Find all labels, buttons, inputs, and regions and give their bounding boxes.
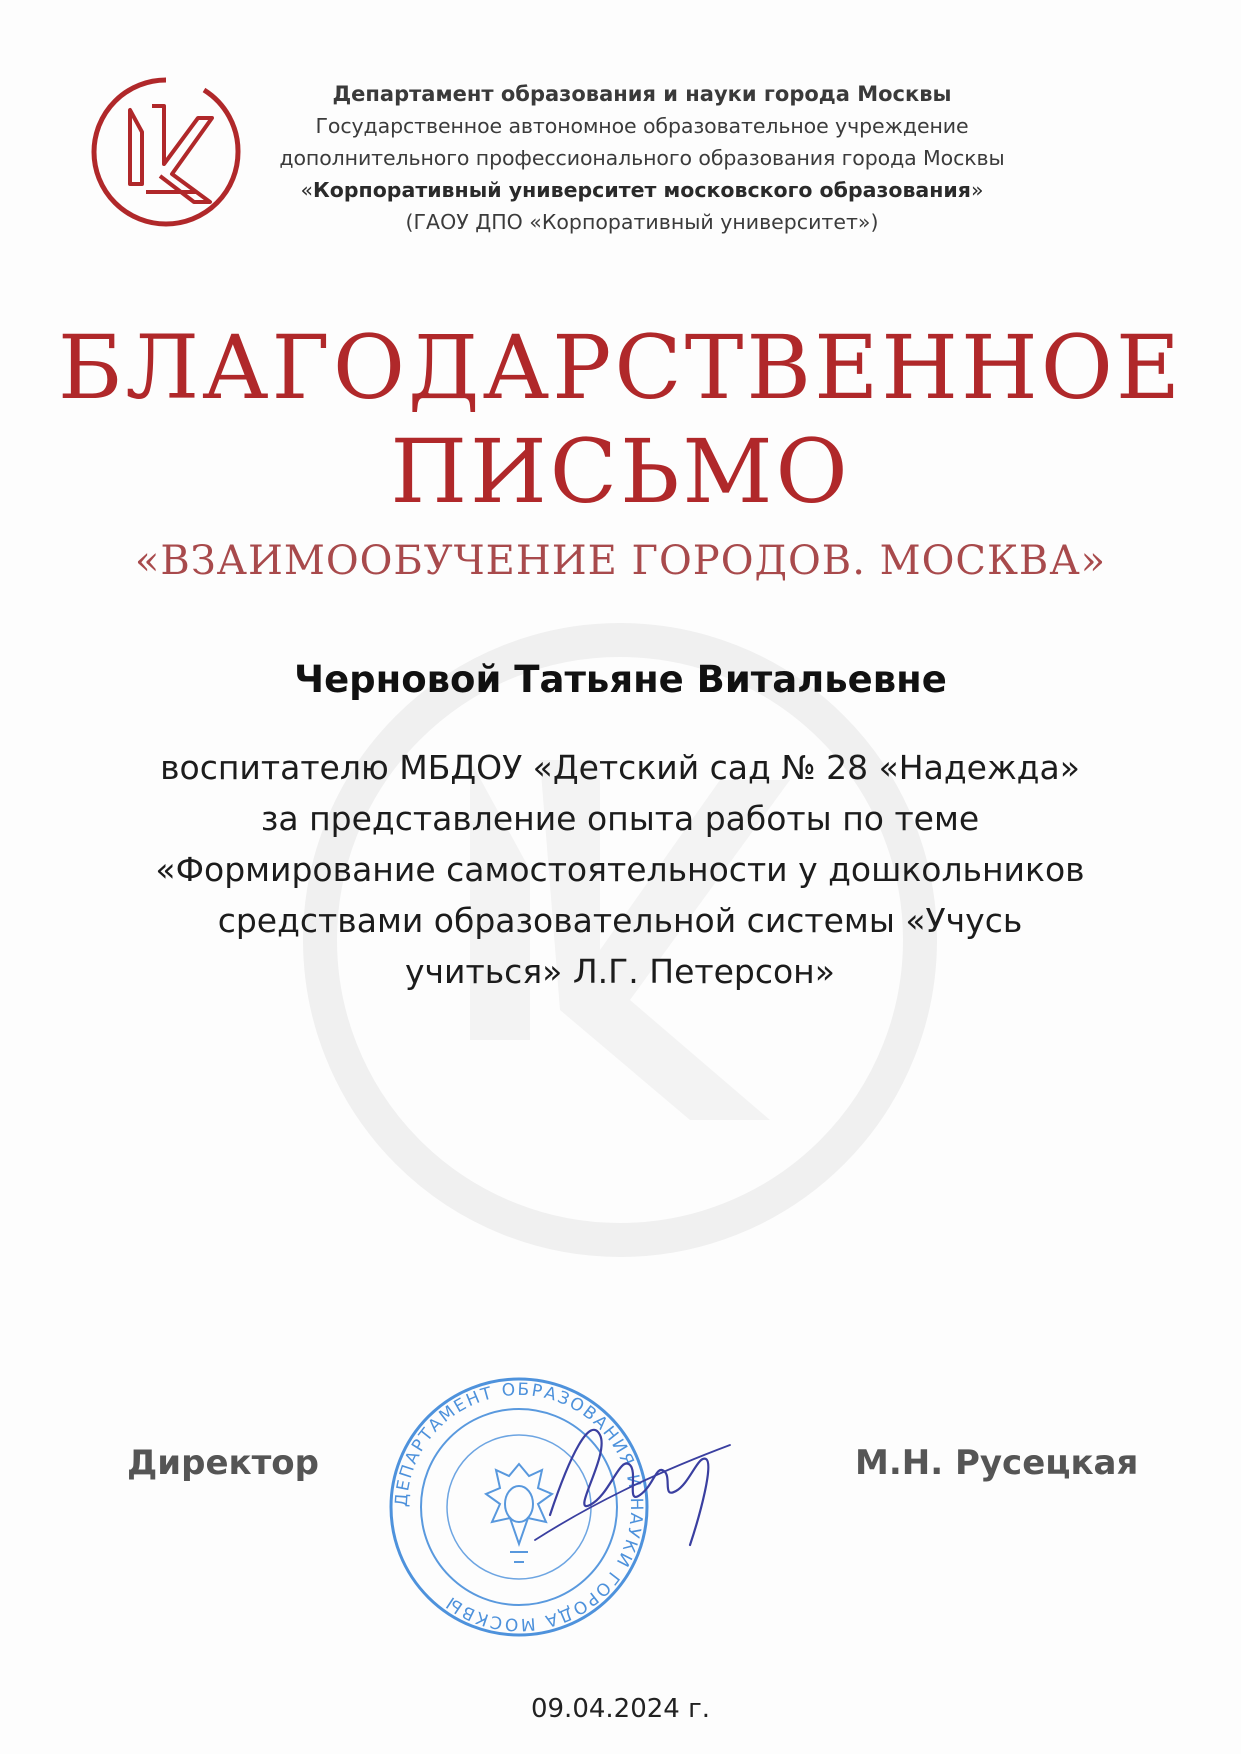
recipient-name: Черновой Татьяне Витальевне — [294, 658, 947, 701]
document-subtitle: «ВЗАИМООБУЧЕНИЕ ГОРОДОВ. МОСКВА» — [134, 538, 1107, 584]
org-name-bold: Корпоративный университет московского образования — [313, 178, 971, 202]
stamp-arc-text: ДЕПАРТАМЕНТ ОБРАЗОВАНИЯ И НАУКИ ГОРОДА МОСКВЫ — [391, 1379, 647, 1635]
handwritten-signature-icon — [530, 1395, 740, 1555]
university-logo-icon — [86, 72, 246, 232]
document-date: 09.04.2024 г. — [530, 1694, 711, 1724]
description-line: воспитателю МБДОУ «Детский сад № 28 «Надежда» — [160, 748, 1080, 787]
org-line-1: Государственное автономное образовательное учреждение — [315, 114, 969, 138]
document-title-line-1: БЛАГОДАРСТВЕННОЕ — [57, 316, 1184, 419]
description-line: за представление опыта работы по теме — [260, 799, 980, 838]
description-line: средствами образовательной системы «Учусь — [217, 901, 1023, 940]
department-name: Департамент образования и науки города Москвы — [332, 82, 952, 106]
org-line-2: дополнительного профессионального образования города Москвы — [279, 146, 1005, 170]
signer-position: Директор — [127, 1443, 319, 1483]
org-short-name: (ГАОУ ДПО «Корпоративный университет») — [405, 210, 879, 234]
document-title-line-2: ПИСЬМО — [390, 420, 851, 523]
description-line: «Формирование самостоятельности у дошкольников — [155, 850, 1085, 889]
organization-header — [262, 78, 1022, 238]
org-full-name: «Корпоративный университет московского образования» — [300, 178, 984, 202]
recipient-description — [120, 742, 1120, 997]
signer-name: М.Н. Русецкая — [855, 1443, 1139, 1483]
description-line: учиться» Л.Г. Петерсон» — [405, 952, 835, 991]
